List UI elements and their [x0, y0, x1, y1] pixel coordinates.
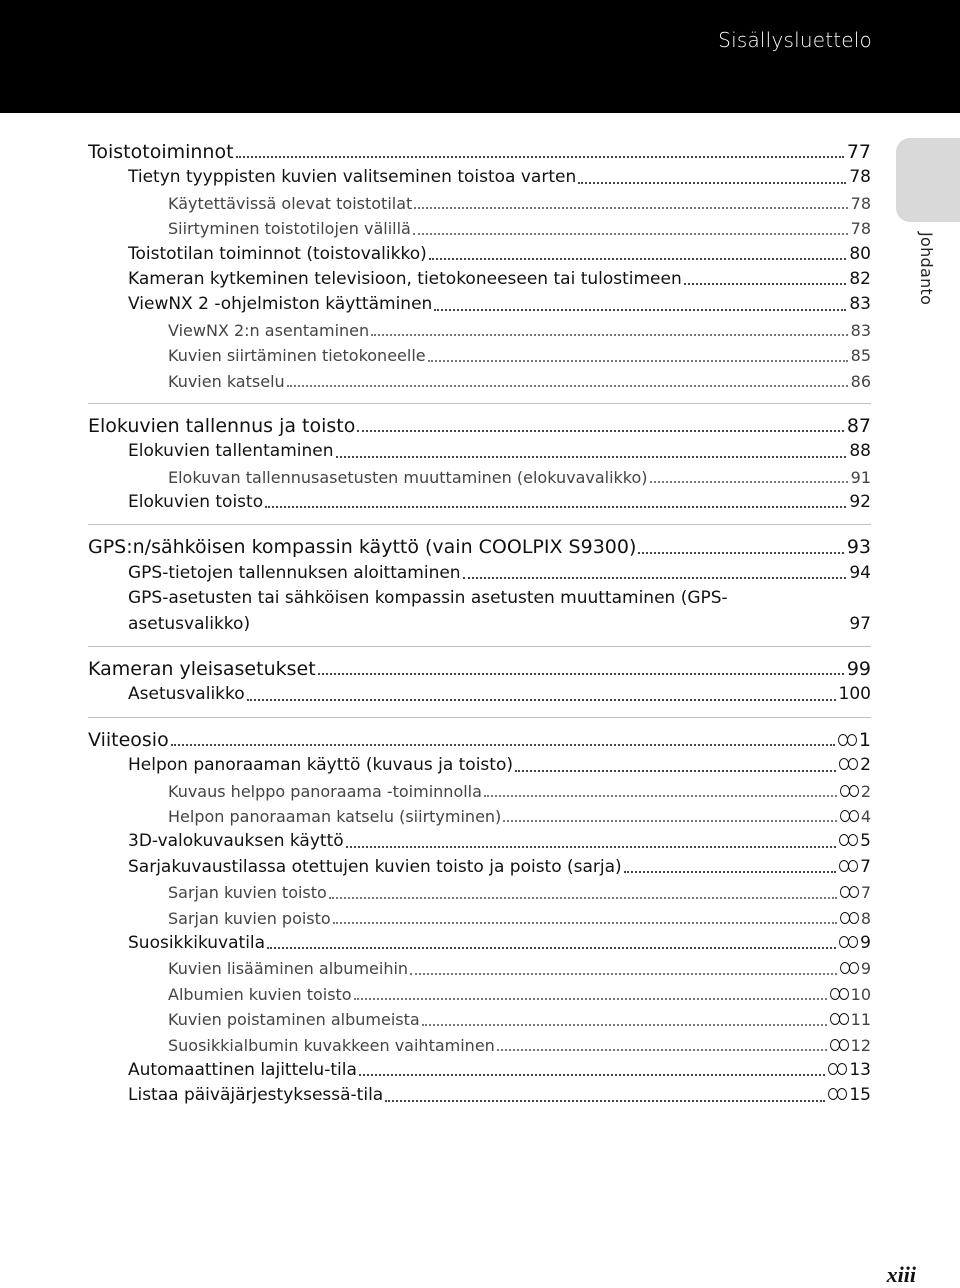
table-of-contents [88, 140, 871, 1128]
dot-leader [578, 165, 846, 183]
reference-section-icon [839, 935, 859, 949]
dot-leader [318, 657, 844, 675]
reference-section-icon [830, 1038, 850, 1052]
toc-entry[interactable] [88, 682, 871, 707]
toc-entry-page [839, 829, 871, 854]
toc-entry-page [840, 880, 871, 905]
dot-leader [497, 1033, 827, 1051]
page-ref-number: 12 [850, 1035, 871, 1055]
toc-entry-title: Kameran kytkeminen televisioon, tietokoneeseen tai tulostimeen [128, 268, 682, 289]
toc-entry-title: Helpon panoraaman käyttö (kuvaus ja toisto) [128, 755, 513, 776]
toc-entry-title: Elokuvien tallennus ja toisto [88, 414, 356, 437]
toc-entry[interactable] [88, 191, 871, 216]
toc-entry[interactable] [88, 140, 871, 165]
page-ref-number: 10 [850, 984, 871, 1004]
toc-entry-page [849, 561, 871, 586]
dot-leader [429, 242, 847, 260]
page-ref-number: 77 [846, 140, 871, 163]
page-ref-number: 88 [849, 441, 871, 462]
dot-leader [236, 140, 844, 158]
toc-entry[interactable] [88, 439, 871, 464]
toc-entry[interactable] [88, 369, 871, 394]
toc-entry[interactable] [88, 931, 871, 956]
toc-entry-title: Kuvien siirtäminen tietokoneelle [168, 346, 426, 366]
reference-section-icon [840, 784, 860, 798]
toc-entry-page [840, 779, 871, 804]
dot-leader [414, 191, 847, 209]
toc-entry[interactable] [88, 855, 871, 880]
dot-leader [638, 535, 843, 553]
toc-entry-title: Kuvaus helppo panoraama -toiminnolla [168, 781, 482, 801]
reference-section-icon [828, 1062, 848, 1076]
toc-entry-page [839, 753, 871, 778]
page-number: xiii [886, 1262, 916, 1287]
toc-entry-page [830, 1007, 871, 1032]
page-ref-number: 83 [850, 320, 871, 340]
toc-entry-page [840, 804, 871, 829]
page-ref-number: 9 [860, 932, 871, 953]
toc-entry-page [849, 242, 871, 267]
toc-entry-page [839, 682, 871, 707]
side-tab-label: Johdanto [917, 232, 936, 306]
page-ref-number: 97 [849, 613, 871, 634]
toc-entry[interactable] [88, 165, 871, 190]
dot-leader [624, 855, 836, 873]
dot-leader [413, 216, 848, 234]
page-title: Sisällysluettelo [718, 28, 872, 52]
toc-entry-title: Kuvien katselu [168, 371, 285, 391]
reference-section-icon [830, 987, 850, 1001]
toc-entry-title: Sarjan kuvien poisto [168, 908, 331, 928]
page-ref-number: 78 [850, 219, 871, 239]
dot-leader [428, 343, 848, 361]
toc-entry-page [849, 490, 871, 515]
toc-entry-page [838, 728, 871, 753]
dot-leader [463, 561, 847, 579]
toc-entry[interactable] [88, 465, 871, 490]
toc-entry[interactable] [88, 586, 871, 637]
toc-entry-page [847, 535, 871, 560]
toc-entry-title: Sarjan kuvien toisto [168, 883, 327, 903]
toc-entry[interactable] [88, 779, 871, 804]
page-ref-number: 7 [860, 856, 871, 877]
reference-section-icon [840, 961, 860, 975]
toc-entry-title: Elokuvien tallentaminen [128, 441, 334, 462]
page-ref-number: 2 [860, 781, 871, 801]
toc-entry-title: GPS-asetusten tai sähköisen kompassin asetusten muuttaminen (GPS-asetusvalikko) [128, 588, 728, 634]
dot-leader [267, 931, 836, 949]
page-ref-number: 86 [850, 371, 871, 391]
toc-section [88, 728, 871, 1118]
toc-entry[interactable] [88, 906, 871, 931]
toc-entry-title: Automaattinen lajittelu-tila [128, 1059, 357, 1080]
reference-section-icon [839, 833, 859, 847]
page-ref-number: 4 [860, 807, 871, 826]
page-ref-number: 85 [850, 346, 871, 366]
dot-leader [484, 779, 837, 797]
page-ref-number: 94 [849, 562, 871, 583]
toc-entry-page [828, 1058, 871, 1083]
toc-entry-page [847, 140, 871, 165]
reference-section-icon [840, 911, 860, 925]
toc-entry-title: Elokuvien toisto [128, 492, 264, 513]
toc-entry[interactable] [88, 242, 871, 267]
toc-entry[interactable] [88, 343, 871, 368]
page-ref-number: 9 [860, 959, 871, 979]
toc-entry[interactable] [88, 318, 871, 343]
page-ref-number: 78 [850, 193, 871, 213]
toc-entry-page [849, 439, 871, 464]
toc-entry[interactable] [88, 956, 871, 981]
toc-entry[interactable] [88, 728, 871, 753]
dot-leader [265, 490, 846, 508]
toc-entry-page [849, 292, 871, 317]
toc-entry-title: Listaa päiväjärjestyksessä-tila [128, 1085, 384, 1106]
toc-entry-title: Suosikkialbumin kuvakkeen vaihtaminen [168, 1035, 495, 1055]
toc-entry-page [847, 657, 871, 682]
toc-entry-page [851, 343, 871, 368]
page-ref-number: 15 [849, 1085, 871, 1106]
toc-section [88, 657, 871, 718]
page-ref-number: 11 [850, 1010, 871, 1030]
dot-leader [287, 369, 848, 387]
dot-leader [515, 753, 836, 771]
page-ref-number: 83 [849, 294, 871, 315]
toc-entry[interactable] [88, 1007, 871, 1032]
toc-entry[interactable] [88, 829, 871, 854]
toc-entry-title: Elokuvan tallennusasetusten muuttaminen (elokuvavalikko) [168, 467, 648, 487]
toc-entry-page [851, 465, 871, 490]
page-ref-number: 13 [849, 1059, 871, 1080]
toc-entry-page [847, 414, 871, 439]
toc-entry[interactable] [88, 1058, 871, 1083]
page-ref-number: 82 [849, 268, 871, 289]
toc-entry-title: Suosikkikuvatila [128, 932, 266, 953]
toc-entry[interactable] [88, 1083, 871, 1108]
dot-leader [346, 829, 837, 847]
toc-entry-page [830, 1033, 871, 1058]
toc-entry-title: ViewNX 2 -ohjelmiston käyttäminen [128, 294, 433, 315]
toc-entry-title: Kameran yleisasetukset [88, 658, 316, 681]
dot-leader [354, 982, 827, 1000]
toc-entry-page [839, 931, 871, 956]
toc-entry-page [839, 855, 871, 880]
toc-entry-page [849, 612, 871, 637]
toc-entry-page [851, 369, 871, 394]
toc-entry-title: Käytettävissä olevat toistotilat [168, 193, 413, 213]
toc-entry-title: Toistotilan toiminnot (toistovalikko) [128, 243, 427, 264]
dot-leader [359, 1058, 825, 1076]
toc-entry-title: GPS-tietojen tallennuksen aloittaminen [128, 562, 461, 583]
page-ref-number: 5 [860, 831, 871, 852]
dot-leader [329, 880, 837, 898]
toc-section [88, 140, 871, 404]
dot-leader [422, 1007, 827, 1025]
toc-entry-page [851, 191, 871, 216]
header-bar [0, 0, 960, 113]
toc-entry-title: Kuvien lisääminen albumeihin [168, 959, 409, 979]
dot-leader [357, 414, 843, 432]
reference-section-icon [840, 885, 860, 899]
toc-entry[interactable] [88, 880, 871, 905]
toc-entry[interactable] [88, 216, 871, 241]
reference-section-icon [838, 733, 858, 747]
dot-leader [434, 292, 846, 310]
page-ref-number: 1 [858, 728, 871, 751]
toc-entry[interactable] [88, 753, 871, 778]
toc-entry-title: Tietyn tyyppisten kuvien valitseminen toistoa varten [128, 167, 577, 188]
toc-entry[interactable] [88, 414, 871, 439]
page-ref-number: 91 [850, 467, 871, 487]
toc-entry-page [830, 982, 871, 1007]
toc-entry-title: Toistotoiminnot [88, 140, 234, 163]
toc-entry-title: Siirtyminen toistotilojen välillä [168, 219, 411, 239]
dot-leader [171, 728, 835, 746]
page-ref-number: 93 [846, 536, 871, 559]
toc-entry[interactable] [88, 561, 871, 586]
dot-leader [336, 439, 847, 457]
toc-entry[interactable] [88, 804, 871, 829]
page-ref-number: 2 [860, 755, 871, 776]
page-ref-number: 99 [846, 658, 871, 681]
toc-entry-page [840, 956, 871, 981]
page-ref-number: 7 [860, 883, 871, 903]
page-ref-number: 80 [849, 243, 871, 264]
toc-entry-page [851, 318, 871, 343]
toc-entry[interactable] [88, 1033, 871, 1058]
page-ref-number: 78 [849, 167, 871, 188]
dot-leader [684, 267, 847, 285]
toc-entry[interactable] [88, 982, 871, 1007]
toc-section [88, 535, 871, 647]
toc-entry[interactable] [88, 267, 871, 292]
toc-entry-title: Asetusvalikko [128, 684, 245, 705]
toc-entry-page [840, 906, 871, 931]
toc-section [88, 414, 871, 526]
toc-entry[interactable] [88, 490, 871, 515]
dot-leader [371, 318, 848, 336]
toc-entry-title: Sarjakuvaustilassa otettujen kuvien toisto ja poisto (sarja) [128, 856, 622, 877]
page-ref-number: 8 [860, 908, 871, 928]
toc-entry-page [828, 1083, 871, 1108]
dot-leader [333, 906, 837, 924]
toc-entry[interactable] [88, 535, 871, 560]
toc-entry-page [849, 165, 871, 190]
toc-entry-title: GPS:n/sähköisen kompassin käyttö (vain COOLPIX S9300) [88, 536, 637, 559]
dot-leader [410, 956, 837, 974]
dot-leader [247, 682, 836, 700]
toc-entry-title: Albumien kuvien toisto [168, 984, 352, 1004]
reference-section-icon [828, 1087, 848, 1101]
reference-section-icon [839, 859, 859, 873]
dot-leader [650, 465, 848, 483]
dot-leader [503, 804, 837, 822]
toc-entry-page [849, 267, 871, 292]
toc-entry[interactable] [88, 657, 871, 682]
page-ref-number: 92 [849, 492, 871, 513]
side-tab[interactable] [896, 138, 960, 222]
page-ref-number: 100 [838, 684, 871, 705]
toc-entry-title: ViewNX 2:n asentaminen [168, 320, 370, 340]
reference-section-icon [839, 757, 859, 771]
toc-entry-title: Kuvien poistaminen albumeista [168, 1010, 420, 1030]
reference-section-icon [830, 1012, 850, 1026]
toc-entry[interactable] [88, 292, 871, 317]
reference-section-icon [840, 809, 860, 823]
toc-entry-title: 3D-valokuvauksen käyttö [128, 831, 344, 852]
toc-entry-title: Viiteosio [88, 728, 169, 751]
toc-entry-title: Helpon panoraaman katselu (siirtyminen) [168, 807, 502, 826]
page-ref-number: 87 [846, 414, 871, 437]
toc-entry-page [851, 216, 871, 241]
dot-leader [385, 1083, 825, 1101]
